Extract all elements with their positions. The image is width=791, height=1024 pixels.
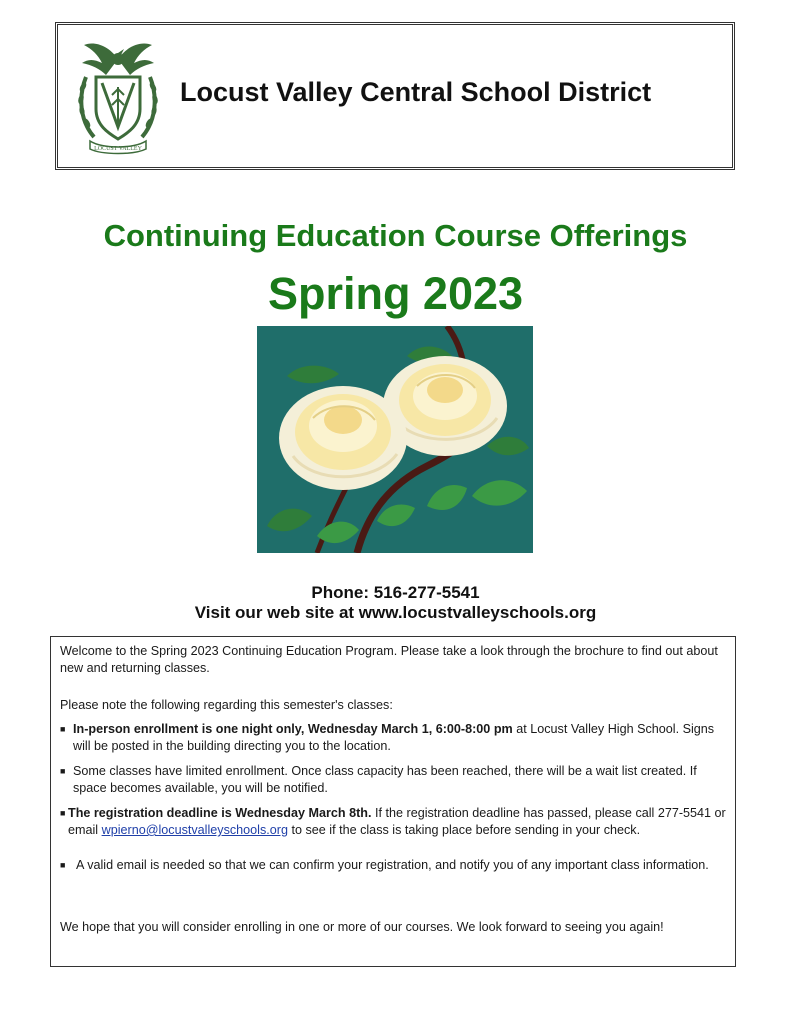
list-item bbox=[60, 857, 727, 874]
list-item bbox=[60, 805, 727, 839]
bullet-icon: ■ bbox=[60, 808, 66, 818]
header-box bbox=[55, 22, 735, 170]
contact-email-link[interactable]: wpierno@locustvalleyschools.org bbox=[101, 823, 288, 837]
welcome-paragraph: Welcome to the Spring 2023 Continuing Education Program. Please take a look through the brochure to find out about new and returning classes. bbox=[60, 644, 718, 675]
note-heading: Please note the following regarding this semester's classes: bbox=[60, 698, 393, 712]
limited-enrollment-text: Some classes have limited enrollment. Once class capacity has been reached, there will be a wait list created. If space becomes available, you will be notified. bbox=[73, 764, 697, 795]
bullet-icon: ■ bbox=[60, 860, 66, 870]
bullet-icon: ■ bbox=[60, 766, 66, 776]
valid-email-text: A valid email is needed so that we can confirm your registration, and notify you of any important class information. bbox=[76, 858, 709, 872]
crest-banner-text: LOCUST VALLEY bbox=[94, 146, 142, 152]
website-line: Visit our web site at www.locustvalleyschools.org bbox=[194, 603, 597, 622]
list-item bbox=[60, 763, 727, 797]
phone-number: Phone: 516-277-5541 bbox=[311, 583, 480, 602]
closing-paragraph: We hope that you will consider enrolling in one or more of our courses. We look forward to seeing you again! bbox=[60, 920, 664, 934]
district-crest-logo bbox=[72, 37, 164, 155]
semester-title: Spring 2023 bbox=[267, 268, 524, 319]
bullet-icon: ■ bbox=[60, 724, 66, 734]
district-name: Locust Valley Central School District bbox=[180, 77, 652, 107]
white-roses-illustration bbox=[257, 326, 533, 553]
list-item bbox=[60, 721, 727, 755]
enrollment-night-text: In-person enrollment is one night only, Wednesday March 1, 6:00-8:00 pm bbox=[73, 722, 513, 736]
deadline-check-text: to see if the class is taking place before sending in your check. bbox=[287, 823, 641, 837]
deadline-details-text: If the registration deadline has passed, please call 277-5541 or email bbox=[68, 806, 726, 837]
enrollment-location-text: at Locust Valley High School. Signs will be posted in the building directing you to the location. bbox=[73, 722, 715, 753]
deadline-text: The registration deadline is Wednesday March 8th. bbox=[68, 806, 372, 820]
course-offerings-title: Continuing Education Course Offerings bbox=[103, 218, 688, 253]
program-info-box bbox=[50, 636, 736, 967]
